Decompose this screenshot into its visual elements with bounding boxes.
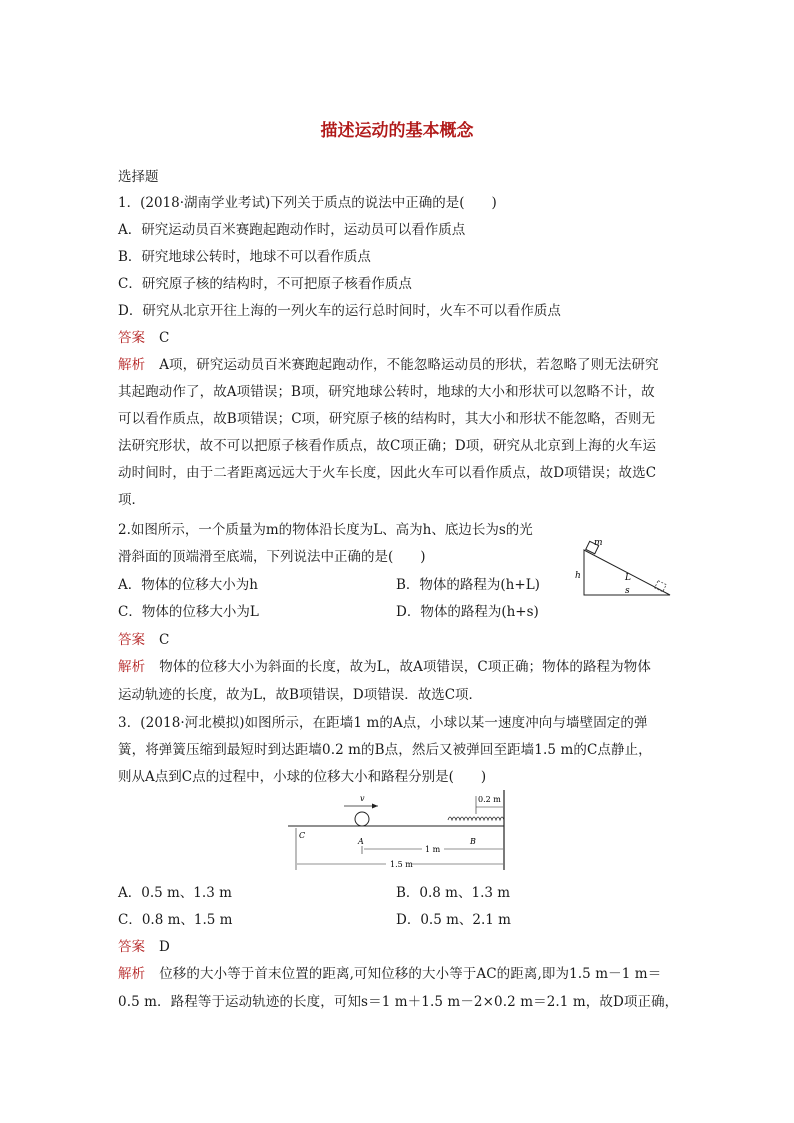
spring [448,817,504,820]
q2-option-c: C．物体的位移大小为L [118,604,259,620]
q3-option-b: B．0.8 m、1.3 m [396,885,511,901]
label-m: m [594,538,603,548]
q1-option-c: C．研究原子核的结构时，不可把原子核看作质点 [118,276,412,292]
q1-analysis-line: 可以看作质点，故B项错误；C项，研究原子核的结构时，其大小和形状不能忽略，否则无 [118,411,656,427]
answer-value: C [159,330,170,346]
label-L: L [625,573,631,583]
q2-stem-line: 滑斜面的顶端滑至底端，下列说法中正确的是( ) [118,549,426,565]
analysis-label: 解析 [118,966,146,982]
q1-analysis-line [118,356,659,374]
q1-option-b: B．研究地球公转时，地球不可以看作质点 [118,249,371,265]
analysis-label: 解析 [118,659,146,675]
q3-stem-line: 则从A点到C点的过程中，小球的位移大小和路程分别是( ) [118,769,487,785]
analysis-text: 物体的位移大小为斜面的长度，故为L，故A项错误，C项正确；物体的路程为物体 [159,659,651,675]
q1-stem: 1．(2018·湖南学业考试)下列关于质点的说法中正确的是( ) [118,195,497,211]
label-02m: 0.2 m [478,795,501,804]
q3-answer [118,938,170,956]
q1-analysis-line: 法研究形状，故不可以把原子核看作质点，故C项正确；D项，研究从北京到上海的火车运 [118,438,657,454]
q3-stem-line: 3．(2018·河北模拟)如图所示，在距墙1 m的A点，小球以某一速度冲向与墙壁固定的弹 [118,715,648,731]
q3-option-c: C．0.8 m、1.5 m [118,912,233,928]
q2-stem-line: 2.如图所示，一个质量为m的物体沿长度为L、高为h、底边长为s的光 [118,522,533,538]
label-B: B [470,837,476,846]
label-C: C [299,831,306,840]
q2-analysis-line [118,658,651,676]
analysis-label: 解析 [118,357,146,373]
q2-option-b: B．物体的路程为(h+L) [396,577,540,593]
analysis-text: 位移的大小等于首末位置的距离,可知位移的大小等于AC的距离,即为1.5 m－1 m＝ [159,966,662,982]
q1-analysis-line: 项． [118,492,145,508]
q2-answer [118,631,169,649]
q1-option-a: A．研究运动员百米赛跑起跑动作时，运动员可以看作质点 [118,222,466,238]
q3-analysis-line [118,965,661,983]
spring-wall-figure [286,788,510,872]
answer-value: C [159,632,170,648]
label-1m: 1 m [425,845,441,854]
q1-analysis-line: 其起跑动作了，故A项错误；B项，研究地球公转时，地球的大小和形状可以忽略不计，故 [118,384,655,400]
label-s: s [625,586,630,596]
ball [355,812,369,826]
answer-label: 答案 [118,330,145,346]
q3-option-d: D．0.5 m、2.1 m [396,912,511,928]
page-title: 描述运动的基本概念 [320,121,474,141]
q1-option-d: D．研究从北京开往上海的一列火车的运行总时间时，火车不可以看作质点 [118,303,561,319]
q1-analysis-line: 动时间时，由于二者距离远远大于火车长度，因此火车可以看作质点，故D项错误；故选C [118,465,657,481]
section-heading: 选择题 [118,169,159,185]
incline-figure [570,538,676,602]
analysis-text: A项，研究运动员百米赛跑起跑动作，不能忽略运动员的形状，若忽略了则无法研究 [159,357,659,373]
label-h: h [575,571,581,581]
q2-analysis-line: 运动轨迹的长度，故为L，故B项错误，D项错误．故选C项． [118,687,483,703]
q3-stem-line: 簧，将弹簧压缩到最短时到达距墙0.2 m的B点，然后又被弹回至距墙1.5 m的C点静止， [118,742,652,758]
q3-analysis-line: 0.5 m．路程等于运动轨迹的长度，可知s＝1 m＋1.5 m－2×0.2 m＝2.1 m，故D项正确， [118,994,679,1010]
answer-value: D [159,939,170,955]
q1-answer [118,329,169,347]
label-v: v [360,794,365,803]
answer-label: 答案 [118,632,145,648]
label-15m: 1.5 m [390,860,413,869]
label-A: A [358,837,364,846]
answer-label: 答案 [118,939,145,955]
q2-option-a: A．物体的位移大小为h [118,577,258,593]
q3-option-a: A．0.5 m、1.3 m [118,885,232,901]
q2-option-d: D．物体的路程为(h+s) [396,604,539,620]
